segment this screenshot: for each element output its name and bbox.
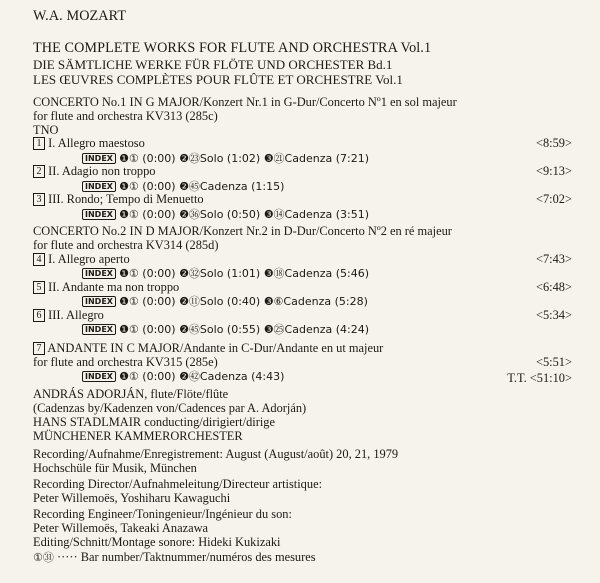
track-6-duration: <5:34> — [535, 308, 572, 322]
index-points: ❶① (0:00) ❷㊱Solo (0:50) ❸⑭Cadenza (3:51) — [119, 208, 370, 221]
bar-number-legend-text: ····· Bar number/Taktnummer/numéros des mesures — [56, 550, 316, 564]
andante-subtitle: for flute and orchestra KV315 (285e) — [33, 355, 218, 369]
track-4 — [33, 252, 130, 267]
track-1-duration: <8:59> — [535, 136, 572, 150]
engineer-label: Recording Engineer/Toningenieur/Ingénieur du son: — [33, 507, 292, 521]
track-3-duration: <7:02> — [535, 192, 572, 206]
track-number: 1 — [33, 137, 45, 150]
index-mark: INDEX — [82, 324, 116, 335]
track-5-index — [82, 294, 368, 309]
track-name: II. Andante ma non troppo — [48, 280, 180, 294]
concerto2-subtitle: for flute and orchestra KV314 (285d) — [33, 238, 219, 252]
recording-label: Recording/Aufnahme/Enregistrement: — [33, 447, 223, 461]
track-number: 3 — [33, 193, 45, 206]
engineer-value: Peter Willemoës, Takeaki Anazawa — [33, 521, 209, 535]
orchestra: MÜNCHENER KAMMERORCHESTER — [33, 429, 243, 443]
title-english: THE COMPLETE WORKS FOR FLUTE AND ORCHESTRA Vol.1 — [33, 40, 432, 56]
bar-number-mark: ①㉛ — [33, 551, 54, 564]
track-2 — [33, 164, 155, 179]
track-number: 6 — [33, 309, 45, 322]
track-3-index — [82, 207, 369, 222]
index-mark: INDEX — [82, 268, 116, 279]
concerto1-title: CONCERTO No.1 IN G MAJOR/Konzert Nr.1 in G-Dur/Concerto Nº1 en sol majeur — [33, 95, 457, 109]
tno-label: TNO — [33, 123, 59, 137]
composer-name: W.A. MOZART — [33, 8, 127, 24]
track-3 — [33, 192, 204, 207]
index-mark: INDEX — [82, 371, 116, 382]
track-name: III. Allegro — [48, 308, 104, 322]
concerto1-subtitle: for flute and orchestra KV313 (285c) — [33, 109, 218, 123]
index-points: ❶① (0:00) ❷㉜Solo (1:01) ❸⑱Cadenza (5:46) — [119, 267, 370, 280]
flutist: ANDRÁS ADORJÁN, flute/Flöte/flûte — [33, 387, 229, 401]
track-1 — [33, 136, 145, 151]
track-2-duration: <9:13> — [535, 164, 572, 178]
track-name: III. Rondo; Tempo di Menuetto — [48, 192, 204, 206]
title-german: DIE SÄMTLICHE WERKE FÜR FLÖTE UND ORCHESTER Bd.1 — [33, 57, 393, 72]
track-7-index — [82, 369, 284, 384]
track-6-index — [82, 322, 369, 337]
track-name: I. Allegro aperto — [48, 252, 130, 266]
track-5-duration: <6:48> — [535, 280, 572, 294]
index-points: ❶① (0:00) ❷⑪Solo (0:40) ❸⑥Cadenza (5:28) — [119, 295, 368, 308]
total-time: T.T. <51:10> — [507, 371, 572, 385]
track-5 — [33, 280, 179, 295]
index-mark: INDEX — [82, 181, 116, 192]
track-number: 2 — [33, 165, 45, 178]
index-points: ❶① (0:00) ❷㉓Solo (1:02) ❸㉑Cadenza (7:21) — [119, 152, 370, 165]
track-name: II. Adagio non troppo — [48, 164, 156, 178]
title-french: LES ŒUVRES COMPLÈTES POUR FLÛTE ET ORCHESTRE Vol.1 — [33, 72, 403, 87]
director-label: Recording Director/Aufnahmeleitung/Directeur artistique: — [33, 477, 323, 491]
index-mark: INDEX — [82, 153, 116, 164]
conductor: HANS STADLMAIR conducting/dirigiert/dirige — [33, 415, 275, 429]
index-mark: INDEX — [82, 209, 116, 220]
editing-label: Editing/Schnitt/Montage sonore: — [33, 535, 196, 549]
bar-number-legend — [33, 550, 316, 565]
andante-title: ANDANTE IN C MAJOR/Andante in C-Dur/Andante en ut majeur — [47, 341, 384, 355]
track-number: 4 — [33, 253, 45, 266]
index-points: ❶① (0:00) ❷㊺Solo (0:55) ❸㉕Cadenza (4:24) — [119, 323, 370, 336]
track-number: 7 — [33, 342, 45, 355]
track-7 — [33, 341, 383, 356]
index-points: ❶① (0:00) ❷㊺Cadenza (1:15) — [119, 180, 285, 193]
track-name: I. Allegro maestoso — [48, 136, 145, 150]
index-points: ❶① (0:00) ❷㊷Cadenza (4:43) — [119, 370, 285, 383]
track-4-duration: <7:43> — [535, 252, 572, 266]
index-mark: INDEX — [82, 296, 116, 307]
cadenzas-credit: (Cadenzas by/Kadenzen von/Cadences par A. Adorján) — [33, 401, 307, 415]
track-number: 5 — [33, 281, 45, 294]
editing-value: Hideki Kukizaki — [198, 535, 281, 549]
recording-value: August (August/août) 20, 21, 1979 — [225, 447, 399, 461]
track-4-index — [82, 266, 369, 281]
track-6 — [33, 308, 104, 323]
director-value: Peter Willemoës, Yoshiharu Kawaguchi — [33, 491, 231, 505]
concerto2-title: CONCERTO No.2 IN D MAJOR/Konzert Nr.2 in D-Dur/Concerto Nº2 en ré majeur — [33, 224, 452, 238]
editing-credit — [33, 535, 280, 550]
recording-venue: Hochschüle für Musik, München — [33, 461, 197, 475]
track-7-duration: <5:51> — [535, 355, 572, 369]
recording-date — [33, 447, 398, 462]
